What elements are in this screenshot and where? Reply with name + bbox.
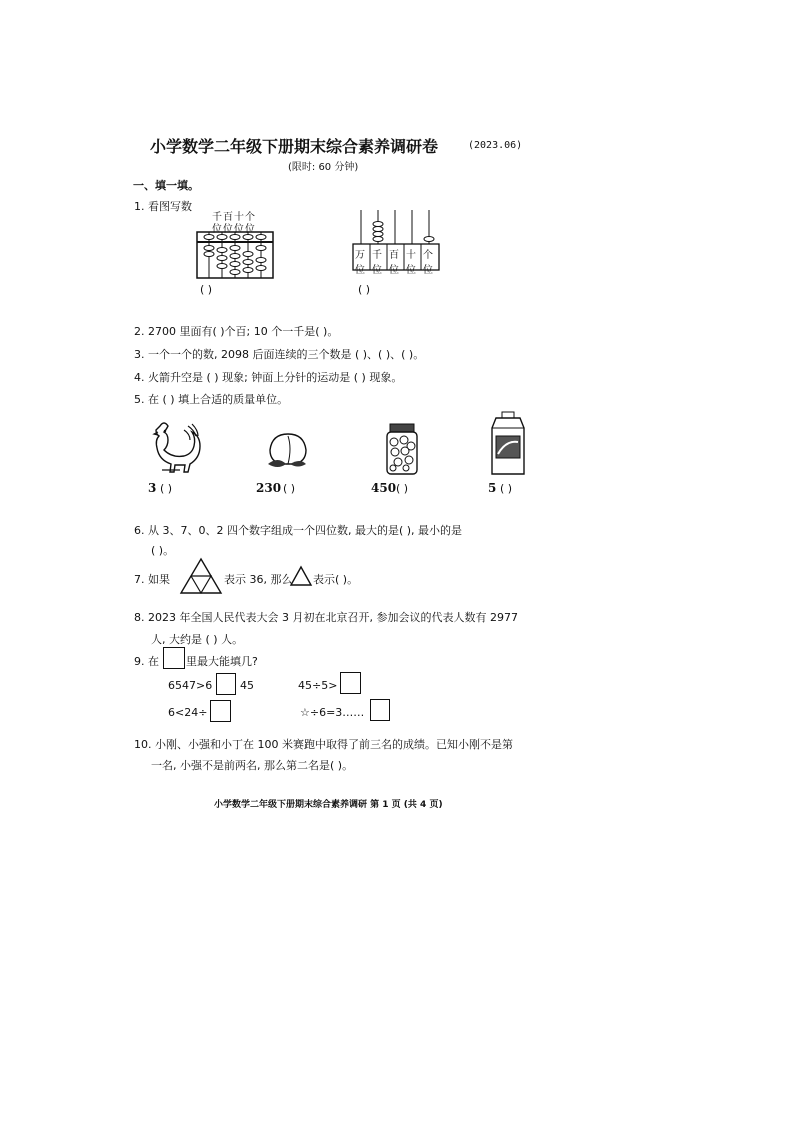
item-1-blank[interactable]: ( )	[160, 482, 173, 495]
section-heading: 一、填一填。	[133, 179, 199, 192]
item-3-blank[interactable]: ( )	[396, 482, 409, 495]
q9-b-box[interactable]	[340, 672, 361, 694]
abacus2-label-1: 万 位	[355, 250, 365, 276]
candy-jar-icon	[384, 422, 420, 476]
q9-a-box[interactable]	[216, 673, 236, 695]
time-limit: (限时: 60 分钟)	[288, 162, 359, 173]
question-8-line-1: 8. 2023 年全国人民代表大会 3 月初在北京召开, 参加会议的代表人数有 2977	[134, 611, 518, 624]
q9-d-box[interactable]	[370, 699, 390, 721]
question-7-prefix: 7. 如果	[134, 573, 170, 586]
abacus-1-figure	[196, 230, 276, 282]
item-4-blank[interactable]: ( )	[500, 482, 513, 495]
question-10-line-1: 10. 小刚、小强和小丁在 100 米赛跑中取得了前三名的成绩。已知小刚不是第	[134, 738, 513, 751]
item-4-value: 5	[488, 481, 497, 495]
abacus2-label-3: 百 位	[389, 250, 399, 276]
abacus1-header-top: 千百十个	[212, 212, 256, 223]
q9-d-left: ☆÷6=3……	[300, 706, 365, 719]
question-2: 2. 2700 里面有( )个百; 10 个一千是( )。	[134, 325, 339, 338]
abacus1-header-bottom: 位位位位	[212, 224, 256, 235]
q9-a-left: 6547>6	[168, 679, 213, 692]
peach-icon	[264, 428, 312, 472]
question-3: 3. 一个一个的数, 2098 后面连续的三个数是 ( )、( )、( )。	[134, 348, 425, 361]
exam-date: (2023.06)	[468, 140, 523, 151]
question-7-middle: 表示 36, 那么	[224, 573, 293, 586]
small-triangle-icon	[290, 566, 312, 586]
q9-a-right: 45	[240, 679, 254, 692]
question-6-line-1: 6. 从 3、7、0、2 四个数字组成一个四位数, 最大的是( ), 最小的是	[134, 524, 463, 537]
page-title: 小学数学二年级下册期末综合素养调研卷	[150, 137, 439, 156]
question-6-line-2: ( )。	[151, 544, 175, 557]
milk-carton-icon	[490, 410, 526, 476]
item-3-value: 450	[371, 481, 397, 495]
question-1-blank-2[interactable]: ( )	[358, 283, 371, 296]
item-2-blank[interactable]: ( )	[283, 482, 296, 495]
big-triangle-icon	[180, 558, 222, 594]
item-1-value: 3	[148, 481, 157, 495]
abacus2-label-5: 个 位	[423, 250, 433, 276]
q9-c-left: 6<24÷	[168, 706, 208, 719]
question-10-line-2: 一名, 小强不是前两名, 那么第二名是( )。	[151, 759, 354, 772]
question-1-blank-1[interactable]: ( )	[200, 283, 213, 296]
rooster-icon	[150, 418, 208, 476]
q9-b-left: 45÷5>	[298, 679, 338, 692]
question-7-suffix: 表示( )。	[313, 573, 359, 586]
question-9-prefix: 9. 在	[134, 655, 159, 668]
abacus2-label-2: 千 位	[372, 250, 382, 276]
question-4: 4. 火箭升空是 ( ) 现象; 钟面上分针的运动是 ( ) 现象。	[134, 371, 403, 384]
question-8-line-2: 人, 大约是 ( ) 人。	[151, 633, 244, 646]
question-1-label: 1. 看图写数	[134, 200, 192, 213]
q9-example-box	[163, 647, 185, 669]
question-5: 5. 在 ( ) 填上合适的质量单位。	[134, 393, 289, 406]
question-9-suffix: 里最大能填几?	[186, 655, 258, 668]
abacus2-label-4: 十 位	[406, 250, 416, 276]
page-footer: 小学数学二年级下册期末综合素养调研 第 1 页 (共 4 页)	[214, 800, 443, 810]
item-2-value: 230	[256, 481, 282, 495]
q9-c-box[interactable]	[210, 700, 231, 722]
